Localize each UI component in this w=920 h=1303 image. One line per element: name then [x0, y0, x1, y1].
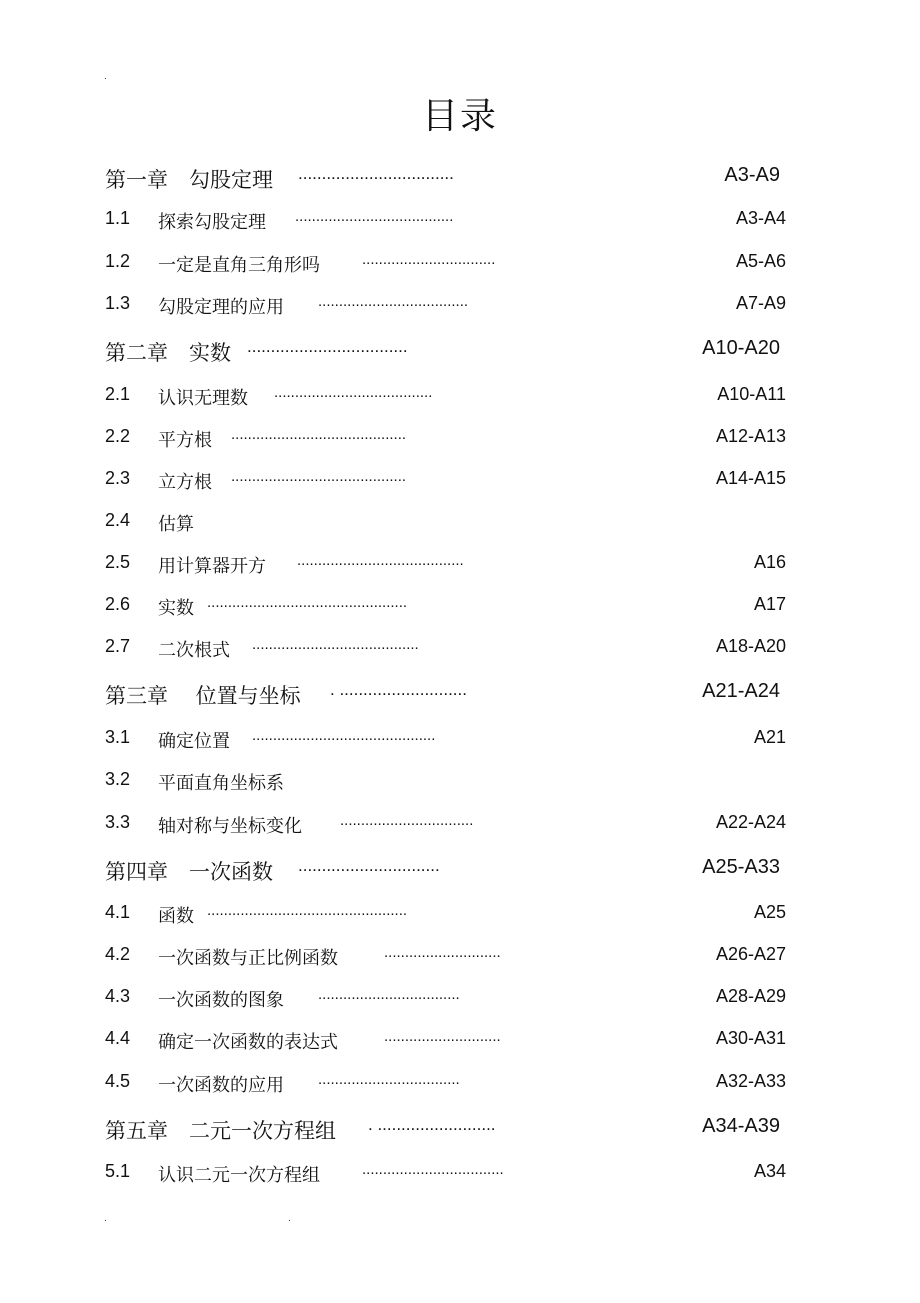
toc-chapter-title: 第一章 勾股定理: [105, 168, 273, 192]
toc-page-range: A3-A4: [735, 208, 786, 228]
toc-section-number: 3.1: [105, 727, 131, 747]
toc-chapter-row: [0, 680, 920, 708]
toc-section-number: 2.4: [105, 510, 131, 530]
toc-page-range: A34: [753, 1161, 786, 1181]
toc-page-range: A21-A24: [702, 680, 780, 702]
toc-section-number: 1.1: [105, 208, 131, 228]
toc-section-title: 一次函数的应用: [158, 1075, 284, 1096]
toc-section-row: [0, 986, 920, 1014]
toc-section-row: [0, 426, 920, 454]
toc-chapter-row: [0, 164, 920, 192]
page-title: 目录: [421, 96, 498, 137]
toc-page-range: A17: [753, 594, 786, 614]
toc-page-range: A16: [753, 552, 786, 572]
toc-section-title: 确定一次函数的表达式: [158, 1032, 338, 1053]
toc-section-title: 一定是直角三角形吗: [158, 255, 320, 276]
toc-section-number: 4.4: [105, 1028, 131, 1048]
toc-dot-leader: ..............................: [298, 856, 440, 875]
toc-dot-leader: . .........................: [368, 1115, 496, 1134]
toc-section-title: 平方根: [158, 430, 212, 451]
toc-section-title: 估算: [158, 514, 194, 535]
toc-section-row: [0, 208, 920, 236]
toc-section-number: 1.3: [105, 293, 131, 313]
toc-section-title: 函数: [158, 906, 194, 927]
toc-section-number: 1.2: [105, 251, 131, 271]
toc-dot-leader: ..................................: [318, 1071, 460, 1088]
toc-section-title: 实数: [158, 598, 194, 619]
toc-dot-leader: ..........................................: [231, 468, 407, 485]
toc-section-row: [0, 384, 920, 412]
toc-section-number: 4.1: [105, 902, 131, 922]
toc-dot-leader: ................................................: [207, 902, 408, 919]
toc-page-range: A34-A39: [702, 1115, 780, 1137]
toc-section-number: 2.1: [105, 384, 131, 404]
toc-dot-leader: . ...........................: [330, 680, 467, 699]
toc-section-number: 2.6: [105, 594, 131, 614]
toc-section-number: 2.7: [105, 636, 131, 656]
toc-section-title: 认识二元一次方程组: [158, 1165, 320, 1186]
toc-page-range: A10-A11: [717, 384, 786, 404]
toc-section-row: [0, 552, 920, 580]
toc-section-title: 一次函数的图象: [158, 990, 284, 1011]
toc-section-row: [0, 902, 920, 930]
toc-section-number: 4.2: [105, 944, 131, 964]
toc-section-title: 确定位置: [158, 731, 230, 752]
toc-section-number: 3.2: [105, 769, 131, 789]
toc-section-row: [0, 727, 920, 755]
corner-mark-bottom-left: .: [104, 1213, 107, 1224]
toc-section-number: 5.1: [105, 1161, 131, 1181]
toc-section-number: 3.3: [105, 812, 131, 832]
toc-section-title: 平面直角坐标系: [158, 773, 284, 794]
toc-section-row: [0, 1028, 920, 1056]
toc-dot-leader: ..................................: [247, 337, 408, 356]
toc-section-row: [0, 510, 920, 538]
toc-page-range: A10-A20: [702, 337, 780, 359]
toc-section-number: 2.5: [105, 552, 131, 572]
toc-page-range: A18-A20: [715, 636, 786, 656]
toc-dot-leader: ..................................: [362, 1161, 504, 1178]
toc-section-row: [0, 594, 920, 622]
toc-page-range: A5-A6: [735, 251, 786, 271]
toc-page-range: A25-A33: [702, 856, 780, 878]
toc-section-number: 2.2: [105, 426, 131, 446]
toc-section-row: [0, 468, 920, 496]
toc-page-range: A28-A29: [715, 986, 786, 1006]
toc-chapter-title: 第二章 实数: [105, 341, 231, 365]
toc-section-row: [0, 251, 920, 279]
toc-dot-leader: ..................................: [318, 986, 460, 1003]
toc-page-range: A7-A9: [735, 293, 786, 313]
toc-section-row: [0, 636, 920, 664]
toc-dot-leader: ............................: [384, 944, 501, 961]
toc-dot-leader: ........................................: [252, 636, 419, 653]
toc-chapter-row: [0, 856, 920, 884]
toc-section-title: 一次函数与正比例函数: [158, 948, 338, 969]
toc-section-title: 二次根式: [158, 640, 230, 661]
toc-page-range: A3-A9: [724, 164, 780, 186]
toc-chapter-row: [0, 337, 920, 365]
toc-page-range: A14-A15: [715, 468, 786, 488]
toc-section-row: [0, 944, 920, 972]
toc-dot-leader: ......................................: [295, 208, 454, 225]
toc-dot-leader: ....................................: [318, 293, 469, 310]
toc-dot-leader: ........................................: [297, 552, 464, 569]
toc-page-range: A32-A33: [715, 1071, 786, 1091]
toc-section-title: 轴对称与坐标变化: [158, 816, 302, 837]
toc-section-row: [0, 812, 920, 840]
toc-section-title: 探索勾股定理: [158, 212, 266, 233]
toc-section-title: 用计算器开方: [158, 556, 266, 577]
corner-mark-top-left: .: [104, 71, 107, 82]
corner-mark-bottom-middle: .: [288, 1213, 291, 1224]
toc-page-range: A12-A13: [715, 426, 786, 446]
toc-section-number: 4.5: [105, 1071, 131, 1091]
toc-dot-leader: ..........................................: [231, 426, 407, 443]
toc-page-range: A22-A24: [715, 812, 786, 832]
toc-section-row: [0, 1071, 920, 1099]
toc-page-range: A30-A31: [715, 1028, 786, 1048]
toc-section-number: 4.3: [105, 986, 131, 1006]
toc-dot-leader: ................................: [340, 812, 474, 829]
toc-chapter-title: 第四章 一次函数: [105, 860, 273, 884]
toc-dot-leader: ............................................: [252, 727, 436, 744]
toc-dot-leader: ............................: [384, 1028, 501, 1045]
toc-page-range: A26-A27: [715, 944, 786, 964]
toc-page-range: A25: [753, 902, 786, 922]
toc-section-title: 勾股定理的应用: [158, 297, 284, 318]
toc-chapter-title: 第五章 二元一次方程组: [105, 1119, 336, 1143]
toc-section-row: [0, 1161, 920, 1189]
toc-dot-leader: ......................................: [274, 384, 433, 401]
toc-section-title: 立方根: [158, 472, 212, 493]
toc-section-title: 认识无理数: [158, 388, 248, 409]
toc-section-row: [0, 769, 920, 797]
toc-dot-leader: .................................: [298, 164, 454, 183]
toc-section-number: 2.3: [105, 468, 131, 488]
toc-section-row: [0, 293, 920, 321]
toc-dot-leader: ................................................: [207, 594, 408, 611]
toc-chapter-title: 第三章 位置与坐标: [105, 684, 301, 708]
toc-chapter-row: [0, 1115, 920, 1143]
toc-page-range: A21: [753, 727, 786, 747]
toc-dot-leader: ................................: [362, 251, 496, 268]
